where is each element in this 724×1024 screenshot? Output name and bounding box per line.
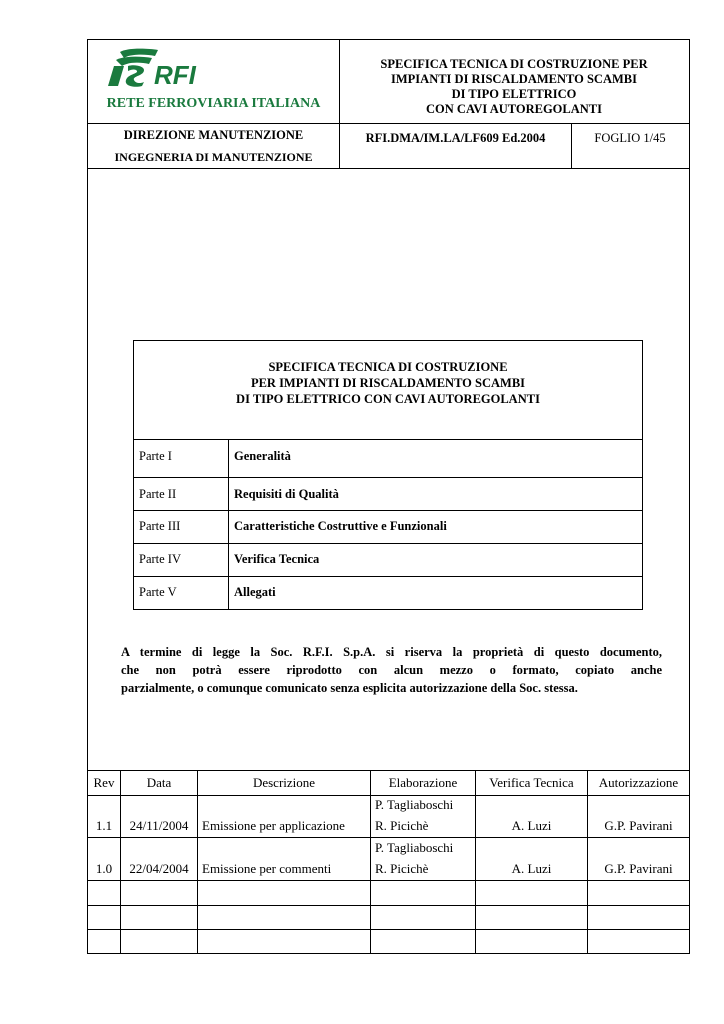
table-cell-elaboration: P. Tagliaboschi xyxy=(375,840,454,855)
col-header-description: Descrizione xyxy=(252,775,316,790)
table-cell-description: Emissione per applicazione xyxy=(202,818,345,833)
svg-text:RFI: RFI xyxy=(154,60,196,88)
table-cell-date: 24/11/2004 xyxy=(129,818,189,833)
company-name: RETE FERROVIARIA ITALIANA xyxy=(106,96,321,111)
col-header-authorization: Autorizzazione xyxy=(598,775,679,790)
col-header-rev: Rev xyxy=(93,775,115,790)
part-label: Parte IV xyxy=(139,552,181,566)
spec-title-line: DI TIPO ELETTRICO xyxy=(451,87,577,101)
spec-title-line: CON CAVI AUTOREGOLANTI xyxy=(426,102,602,116)
rfi-logo xyxy=(100,46,212,88)
table-cell-elaboration: R. Picichè xyxy=(375,861,429,876)
part-title: Caratteristiche Costruttive e Funzionali xyxy=(234,519,447,533)
contents-title xyxy=(134,359,642,407)
notice-line: parzialmente, o comunque comunicato senza esplicita autorizzazione della Soc. stessa. xyxy=(121,681,578,695)
part-title: Allegati xyxy=(234,585,276,599)
department xyxy=(88,124,339,168)
sheet-number: FOGLIO 1/45 xyxy=(594,131,666,145)
contents-title-line: PER IMPIANTI DI RISCALDAMENTO SCAMBI xyxy=(250,376,526,390)
table-cell-date: 22/04/2004 xyxy=(129,861,189,876)
col-header-elaboration: Elaborazione xyxy=(388,775,458,790)
contents-title-line: SPECIFICA TECNICA DI COSTRUZIONE xyxy=(268,360,508,374)
table-cell-rev: 1.0 xyxy=(95,861,113,876)
part-title: Verifica Tecnica xyxy=(234,552,320,566)
col-header-date: Data xyxy=(146,775,172,790)
spec-title xyxy=(340,57,688,117)
col-header-verification: Verifica Tecnica xyxy=(489,775,574,790)
property-notice xyxy=(121,643,662,697)
part-label: Parte I xyxy=(139,449,172,463)
spec-title-line: SPECIFICA TECNICA DI COSTRUZIONE PER xyxy=(380,57,648,71)
part-label: Parte III xyxy=(139,519,181,533)
document-reference: RFI.DMA/IM.LA/LF609 Ed.2004 xyxy=(365,131,546,145)
contents-title-line: DI TIPO ELETTRICO CON CAVI AUTOREGOLANTI xyxy=(236,392,540,406)
table-cell-rev: 1.1 xyxy=(95,818,113,833)
notice-line: A termine di legge la Soc. R.F.I. S.p.A. si riserva la proprietà di questo documento, xyxy=(121,645,662,659)
part-label: Parte II xyxy=(139,487,177,501)
part-title: Requisiti di Qualità xyxy=(234,487,339,501)
spec-title-line: IMPIANTI DI RISCALDAMENTO SCAMBI xyxy=(391,72,637,86)
table-cell-authorization: G.P. Pavirani xyxy=(604,861,673,876)
table-cell-verification: A. Luzi xyxy=(511,861,552,876)
table-cell-authorization: G.P. Pavirani xyxy=(604,818,673,833)
table-cell-elaboration: P. Tagliaboschi xyxy=(375,797,454,812)
table-cell-description: Emissione per commenti xyxy=(202,861,332,876)
department-line: INGEGNERIA DI MANUTENZIONE xyxy=(114,150,313,164)
table-cell-verification: A. Luzi xyxy=(511,818,552,833)
table-cell-elaboration: R. Picichè xyxy=(375,818,429,833)
part-label: Parte V xyxy=(139,585,177,599)
part-title: Generalità xyxy=(234,449,291,463)
notice-line: che non potrà essere riprodotto con alcun mezzo o formato, copiato anche xyxy=(121,663,662,677)
department-line: DIREZIONE MANUTENZIONE xyxy=(123,128,304,142)
company-logo-block xyxy=(88,40,339,123)
